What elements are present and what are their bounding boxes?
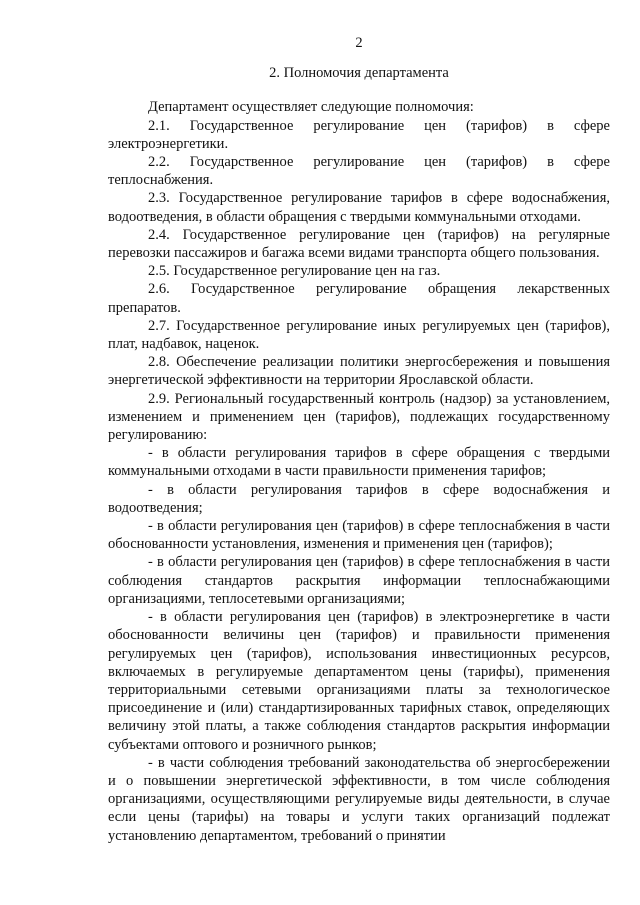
document-page — [108, 34, 610, 845]
item-2-7: 2.7. Государственное регулирование иных регулируемых цен (тарифов), плат, надбавок, наценок. — [108, 317, 610, 353]
section-title: 2. Полномочия департамента — [269, 65, 449, 82]
subitem-energy-saving: - в части соблюдения требований законодательства об энергосбережении и о повышении энергетической эффективности, в том числе соблюдения организациями, осуществляющими регулируемые виды деятельности, в случае если цены (тарифы) на товары и услуги таких организаций подлежат установлению департаментом, требований о принятии — [108, 754, 610, 844]
item-2-1: 2.1. Государственное регулирование цен (тарифов) в сфере электроэнергетики. — [108, 117, 610, 152]
subitem-solid-waste: - в области регулирования тарифов в сфере обращения с твердыми коммунальными отходами в части правильности применения тарифов; — [108, 445, 610, 480]
item-2-9: 2.9. Региональный государственный контроль (надзор) за установлением, изменением и применением цен (тарифов), подлежащих государственному регулированию: — [108, 390, 610, 444]
subitem-electric-power: - в области регулирования цен (тарифов) в электроэнергетике в части обоснованности величины цен (тарифов) и правильности применения регулируемых цен (тарифов), использования инвестиционных ресурсов, включаемых в регулируемые департаментом цены (тарифы), применения территориальными сетевыми организациями платы за технологическое присоединение и (или) стандартизированных тарифных ставок, определяющих величину этой платы, а также соблюдения стандартов раскрытия информации субъектами оптового и розничного рынков; — [108, 609, 610, 753]
item-2-3: 2.3. Государственное регулирование тарифов в сфере водоснабжения, водоотведения, в области обращения с твердыми коммунальными отходами. — [108, 190, 610, 225]
item-2-2: 2.2. Государственное регулирование цен (тарифов) в сфере теплоснабжения. — [108, 154, 610, 189]
subitem-heat-supply-tariffs: - в области регулирования цен (тарифов) в сфере теплоснабжения в части обоснованности установления, изменения и применения цен (тарифов); — [108, 518, 610, 553]
intro-paragraph: Департамент осуществляет следующие полномочия: — [148, 99, 474, 116]
item-2-4: 2.4. Государственное регулирование цен (тарифов) на регулярные перевозки пассажиров и багажа всеми видами транспорта общего пользования. — [108, 226, 610, 262]
subitem-heat-supply-disclosure: - в области регулирования цен (тарифов) в сфере теплоснабжения в части соблюдения стандартов раскрытия информации теплоснабжающими организациями, теплосетевыми организациями; — [108, 554, 610, 607]
item-2-6: 2.6. Государственное регулирование обращения лекарственных препаратов. — [108, 281, 610, 316]
item-2-8: 2.8. Обеспечение реализации политики энергосбережения и повышения энергетической эффективности на территории Ярославской области. — [108, 354, 610, 389]
item-2-5: 2.5. Государственное регулирование цен на газ. — [148, 263, 441, 280]
page-number: 2 — [355, 35, 363, 51]
subitem-water-supply: - в области регулирования тарифов в сфере водоснабжения и водоотведения; — [108, 481, 610, 516]
